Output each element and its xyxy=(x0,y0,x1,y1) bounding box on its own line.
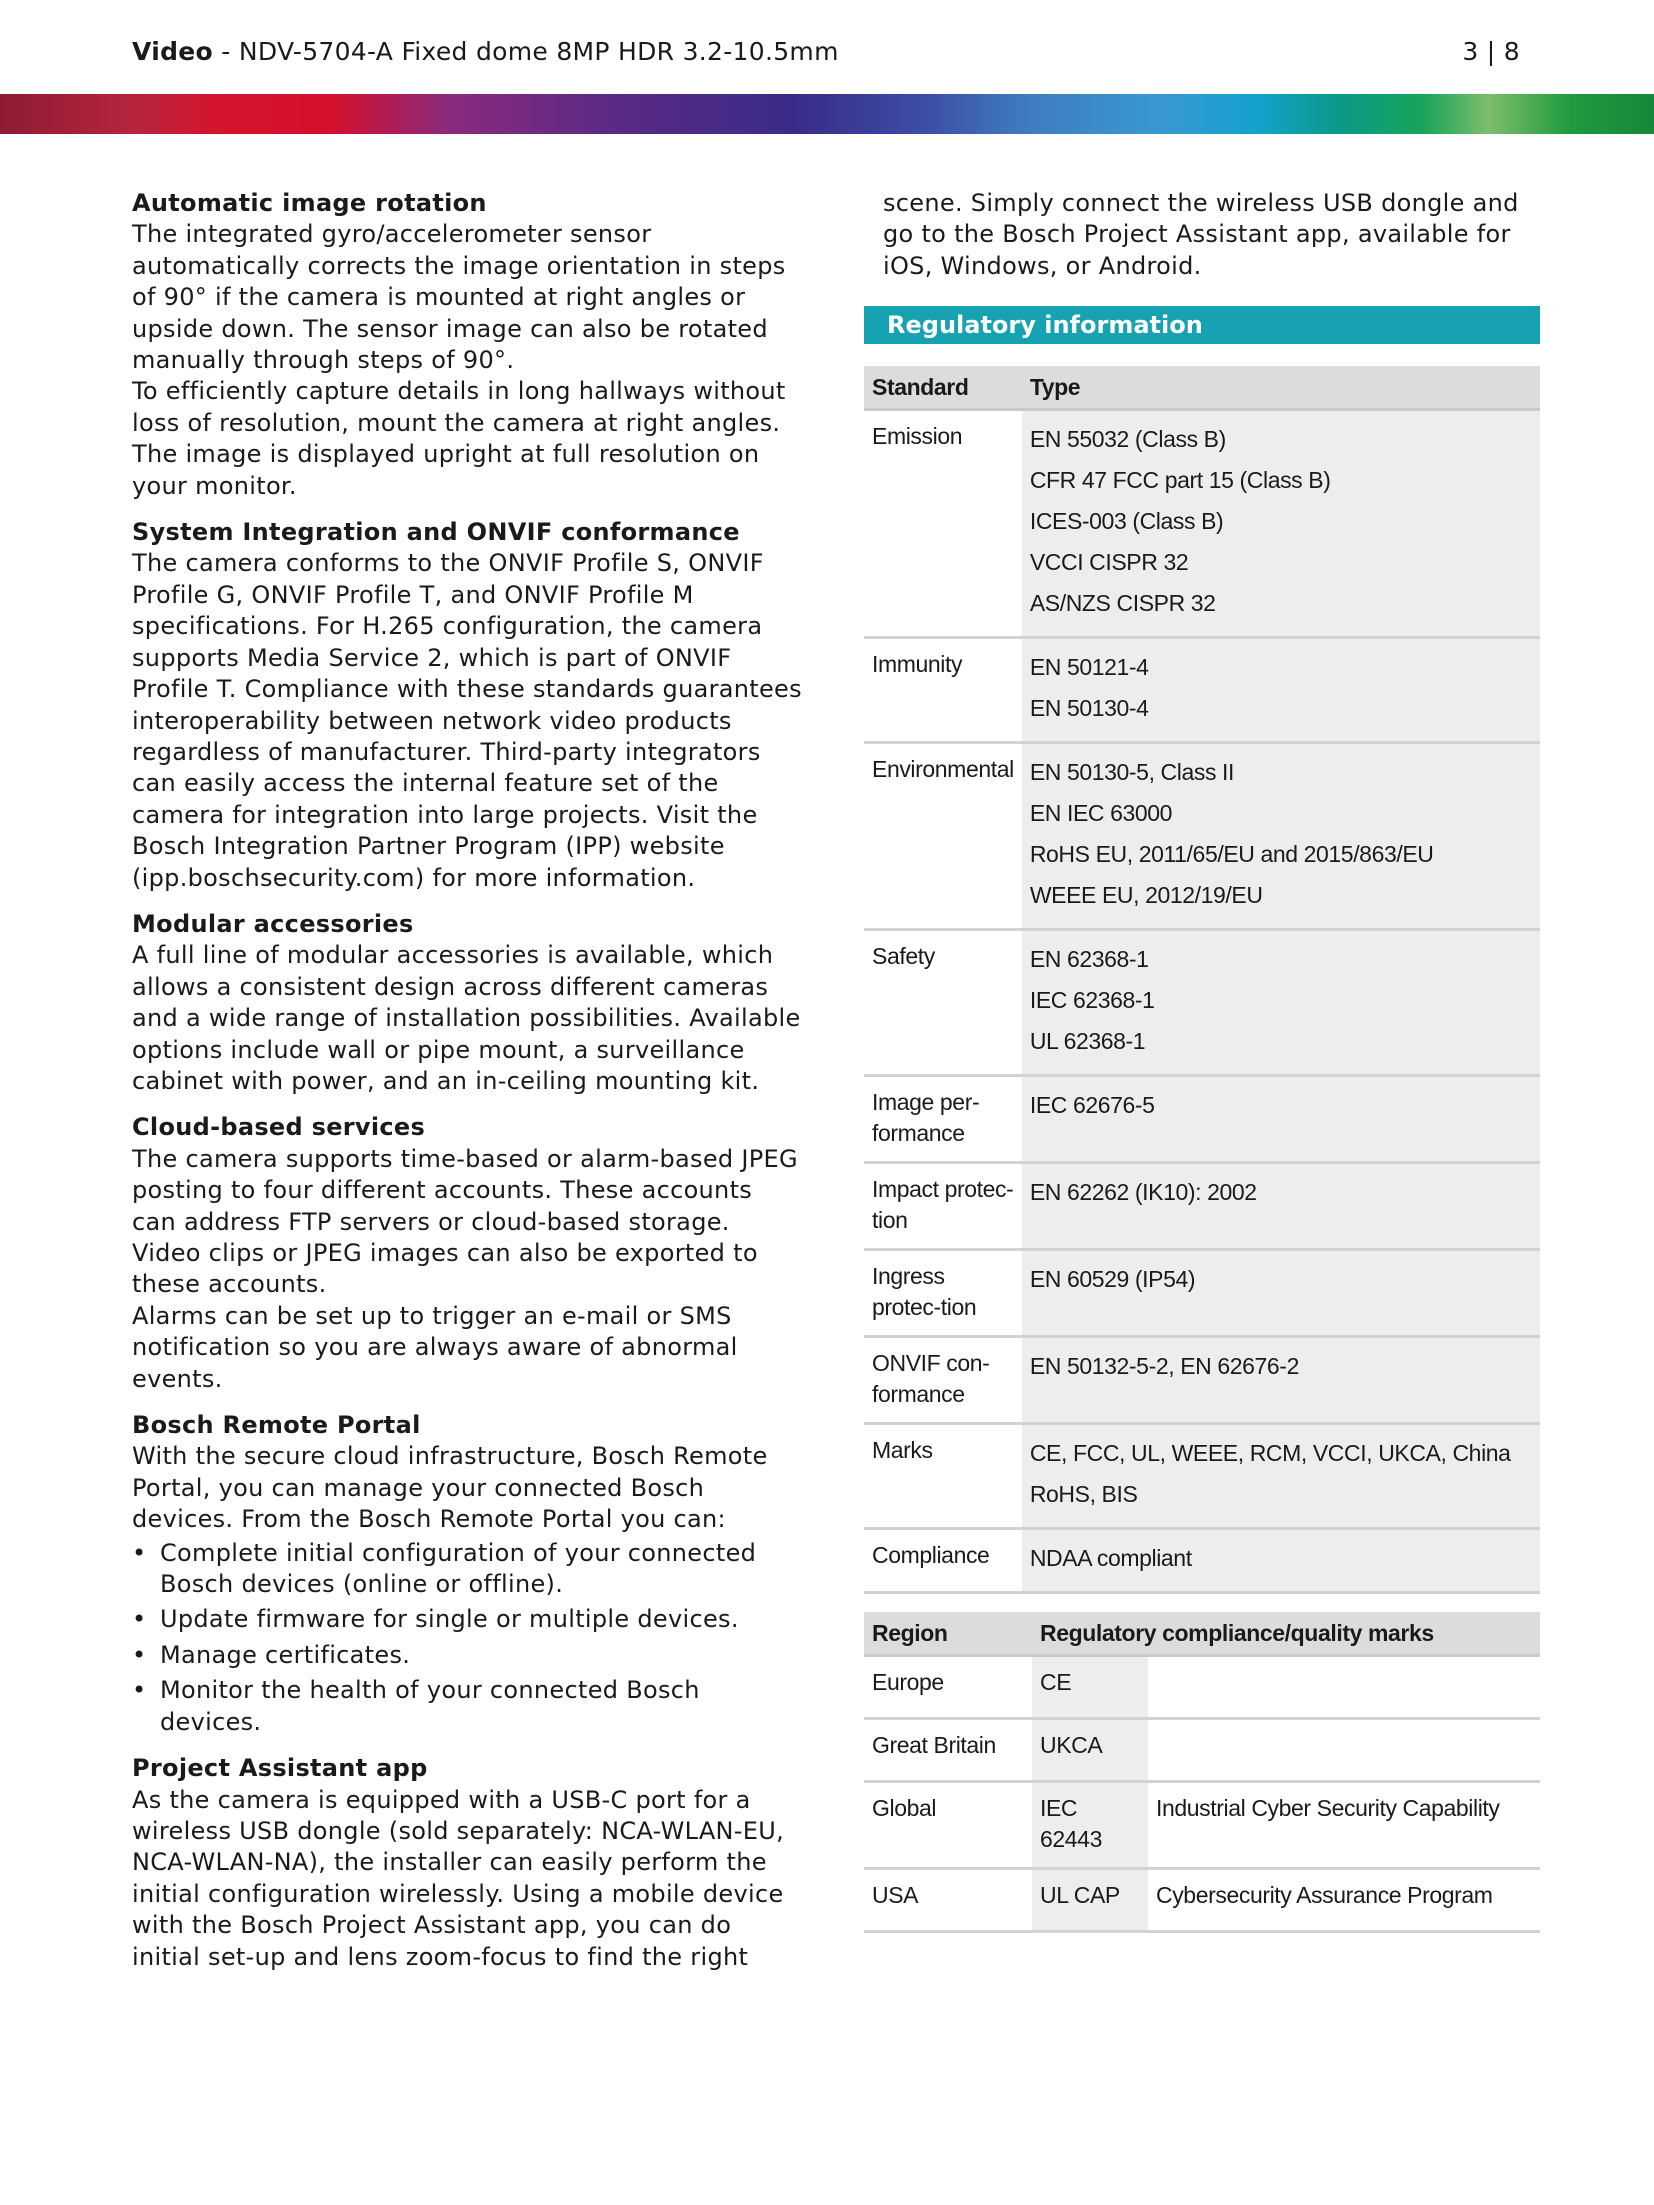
list-item: • Monitor the health of your connected Bosch devices. xyxy=(132,1675,802,1738)
region-name: Great Britain xyxy=(864,1719,1032,1782)
region-table xyxy=(864,1612,1540,1933)
section-project-assistant xyxy=(132,1753,802,1973)
paragraph: The integrated gyro/accelerometer sensor automatically corrects the image orientation in steps of 90° if the camera is mounted at right angles or upside down. The sensor image can also be rotated manually through steps of 90°. xyxy=(132,220,786,375)
column-header: Type xyxy=(1022,366,1540,410)
standard-label: Compliance xyxy=(864,1529,1022,1593)
standard-label: Environmental xyxy=(864,743,1022,930)
standard-value: EN IEC 63000 xyxy=(1029,800,1173,827)
table-row xyxy=(864,1782,1540,1869)
paragraph: The camera conforms to the ONVIF Profile S, ONVIF Profile G, ONVIF Profile T, and ONVIF Profile M specifications. For H.265 configuration, the camera supports Media Service 2, which is part of ONVIF Profile T. Compliance with these standards guarantees interoperability between network video products regardless of manufacturer. Third-party integrators can easily access the internal feature set of the camera for integration into large projects. Visit the Bosch Integration Partner Program (IPP) website (ipp.boschsecurity.com) for more information. xyxy=(132,549,802,892)
standard-values xyxy=(1022,743,1540,930)
list-item: • Complete initial configuration of your connected Bosch devices (online or offline). xyxy=(132,1538,802,1601)
standard-values xyxy=(1022,410,1540,638)
section-modular xyxy=(132,909,802,1097)
column-header: Region xyxy=(864,1612,1032,1656)
region-name: Europe xyxy=(864,1656,1032,1719)
page-header xyxy=(132,36,1520,68)
standard-value: EN 60529 (IP54) xyxy=(1029,1266,1196,1293)
region-name: USA xyxy=(864,1869,1032,1932)
region-mark-description: Industrial Cyber Security Capability xyxy=(1148,1782,1540,1869)
standards-table xyxy=(864,366,1540,1594)
standard-label: Emission xyxy=(864,410,1022,638)
standard-value: UL 62368-1 xyxy=(1029,1028,1146,1055)
table-row xyxy=(864,1529,1540,1593)
standard-label: Image per-formance xyxy=(864,1076,1022,1163)
section-heading: Modular accessories xyxy=(132,909,414,938)
standard-label: Immunity xyxy=(864,638,1022,743)
table-row xyxy=(864,1076,1540,1163)
standard-value: NDAA compliant xyxy=(1029,1545,1192,1572)
standard-values xyxy=(1022,1163,1540,1250)
standard-value: EN 50121-4 xyxy=(1029,654,1149,681)
standard-value: EN 50130-4 xyxy=(1029,695,1149,722)
paragraph-continuation: scene. Simply connect the wireless USB dongle and go to the Bosch Project Assistant app, available for iOS, Windows, or Android. xyxy=(883,189,1519,280)
table-row xyxy=(864,1656,1540,1719)
header-title: - NDV-5704-A Fixed dome 8MP HDR 3.2-10.5mm xyxy=(213,37,839,66)
table-row xyxy=(864,1424,1540,1529)
table-row xyxy=(864,1337,1540,1424)
region-mark: CE xyxy=(1032,1656,1148,1719)
region-mark: UL CAP xyxy=(1032,1869,1148,1932)
standard-label: Ingress protec-tion xyxy=(864,1250,1022,1337)
standard-values xyxy=(1022,638,1540,743)
brand-color-band xyxy=(0,94,1654,134)
region-mark-description xyxy=(1148,1719,1540,1782)
standard-value: AS/NZS CISPR 32 xyxy=(1029,590,1216,617)
section-rotation xyxy=(132,188,802,502)
standard-values xyxy=(1022,930,1540,1076)
standard-values xyxy=(1022,1424,1540,1529)
table-row xyxy=(864,638,1540,743)
standard-value: EN 50130-5, Class II xyxy=(1029,759,1235,786)
table-header-row xyxy=(864,366,1540,410)
standard-label: Impact protec-tion xyxy=(864,1163,1022,1250)
paragraph: With the secure cloud infrastructure, Bosch Remote Portal, you can manage your connected Bosch devices. From the Bosch Remote Portal you can: xyxy=(132,1442,768,1534)
standard-value: VCCI CISPR 32 xyxy=(1029,549,1189,576)
column-header: Standard xyxy=(864,366,1022,410)
table-row xyxy=(864,1719,1540,1782)
section-heading: Bosch Remote Portal xyxy=(132,1411,421,1440)
region-mark-description: Cybersecurity Assurance Program xyxy=(1148,1869,1540,1932)
column-header: Regulatory compliance/quality marks xyxy=(1032,1612,1540,1656)
region-mark: UKCA xyxy=(1032,1719,1148,1782)
standard-value: EN 50132-5-2, EN 62676-2 xyxy=(1029,1353,1299,1380)
regulatory-title: Regulatory information xyxy=(864,306,1540,344)
list-item: • Manage certificates. xyxy=(132,1640,802,1671)
left-column xyxy=(132,188,802,1988)
section-heading: Project Assistant app xyxy=(132,1754,428,1783)
header-category: Video xyxy=(132,37,214,66)
table-row xyxy=(864,930,1540,1076)
right-column xyxy=(864,188,1540,1933)
section-heading: Cloud-based services xyxy=(132,1113,426,1142)
standard-value: CE, FCC, UL, WEEE, RCM, VCCI, UKCA, China RoHS, BIS xyxy=(1029,1440,1511,1508)
list-item: • Update firmware for single or multiple devices. xyxy=(132,1604,802,1635)
standard-label: ONVIF con-formance xyxy=(864,1337,1022,1424)
standard-value: WEEE EU, 2012/19/EU xyxy=(1029,882,1263,909)
standard-label: Marks xyxy=(864,1424,1022,1529)
standard-value: ICES-003 (Class B) xyxy=(1029,508,1224,535)
paragraph: The camera supports time-based or alarm-based JPEG posting to four different accounts. These accounts can address FTP servers or cloud-based storage. Video clips or JPEG images can also be exported to these accounts. xyxy=(132,1144,798,1299)
table-row xyxy=(864,1869,1540,1932)
table-row xyxy=(864,1250,1540,1337)
table-row xyxy=(864,1163,1540,1250)
section-onvif xyxy=(132,517,802,894)
standard-values xyxy=(1022,1529,1540,1593)
standard-values xyxy=(1022,1337,1540,1424)
standard-value: CFR 47 FCC part 15 (Class B) xyxy=(1029,467,1331,494)
paragraph: As the camera is equipped with a USB-C port for a wireless USB dongle (sold separately: NCA-WLAN-EU, NCA-WLAN-NA), the installer can easily perform the initial configuration wirelessly. Using a mobile device with the Bosch Project Assistant app, you can do initial set-up and lens zoom-focus to find the right xyxy=(132,1785,785,1971)
standard-value: RoHS EU, 2011/65/EU and 2015/863/EU xyxy=(1029,841,1434,868)
region-mark: IEC 62443 xyxy=(1032,1782,1148,1869)
standard-values xyxy=(1022,1076,1540,1163)
section-heading: Automatic image rotation xyxy=(132,189,487,217)
page-number: 3 | 8 xyxy=(1462,37,1520,66)
table-header-row xyxy=(864,1612,1540,1656)
paragraph: To efficiently capture details in long hallways without loss of resolution, mount the camera at right angles. The image is displayed upright at full resolution on your monitor. xyxy=(132,377,786,500)
paragraph: A full line of modular accessories is available, which allows a consistent design across different cameras and a wide range of installation possibilities. Available options include wall or pipe mount, a surveillance cabinet with power, and an in-ceiling mounting kit. xyxy=(132,941,801,1095)
standard-value: IEC 62368-1 xyxy=(1029,987,1155,1014)
standard-value: EN 62368-1 xyxy=(1029,946,1149,973)
standard-label: Safety xyxy=(864,930,1022,1076)
table-row xyxy=(864,743,1540,930)
standard-values xyxy=(1022,1250,1540,1337)
section-remote-portal xyxy=(132,1410,802,1738)
standard-value: EN 55032 (Class B) xyxy=(1029,426,1226,453)
standard-value: IEC 62676-5 xyxy=(1029,1092,1155,1119)
section-cloud xyxy=(132,1112,802,1395)
region-mark-description xyxy=(1148,1656,1540,1719)
region-name: Global xyxy=(864,1782,1032,1869)
table-row xyxy=(864,410,1540,638)
bullet-list xyxy=(132,1538,802,1738)
paragraph: Alarms can be set up to trigger an e-mail or SMS notification so you are always aware of abnormal events. xyxy=(132,1301,738,1393)
standard-value: EN 62262 (IK10): 2002 xyxy=(1029,1179,1257,1206)
section-heading: System Integration and ONVIF conformance xyxy=(132,518,740,547)
